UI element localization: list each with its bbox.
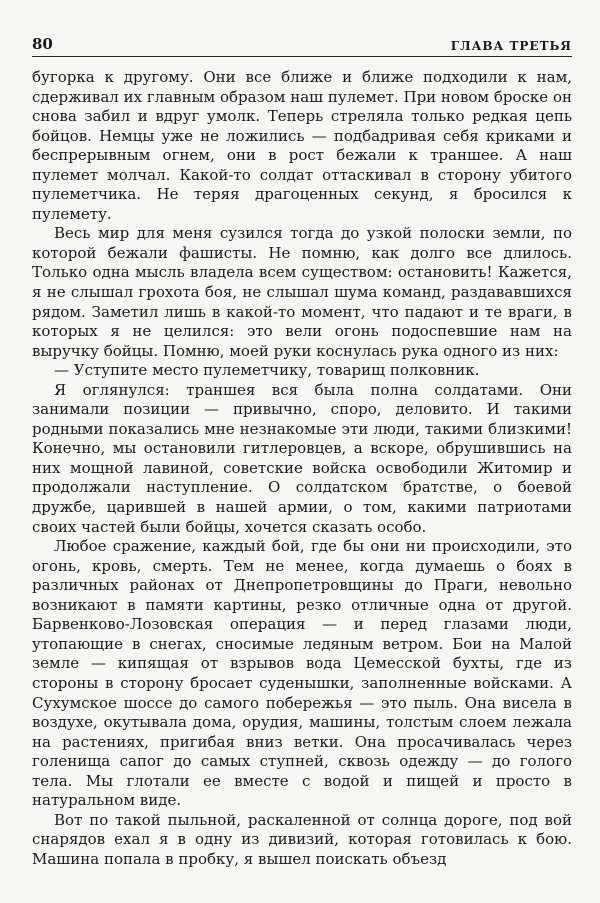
paragraph-3-dialogue: — Уступите место пулеметчику, товарищ полковник.: [54, 361, 480, 380]
paragraph-2: Весь мир для меня сузился тогда до узкой полоски земли, по которой бежали фашисты. Не помню, как долго все длилось. Только одна мысль владела всем существом: остановить! Кажется, я не слышал грохота боя, не слышал шума команд, раздававшихся рядом. Заметил лишь в какой-то момент, что падают и те враги, в которых я не целился: это вели огонь подоспевшие нам на выручку бойцы. Помню, моей руки коснулась рука одного из них:: [32, 224, 572, 360]
chapter-title: ГЛАВА ТРЕТЬЯ: [450, 39, 572, 53]
paragraph-6: Вот по такой пыльной, раскаленной от солнца дороге, под вой снарядов ехал я в одну из дивизий, которая готовилась к бою. Машина попала в пробку, я вышел поискать объезд: [32, 810, 572, 868]
page-number: 80: [32, 35, 53, 53]
running-header: [32, 34, 572, 57]
body-text: [32, 68, 572, 869]
paragraph-4: Я оглянулся: траншея вся была полна солдатами. Они занимали позиции — привычно, споро, деловито. И такими родными показались мне незнакомые эти люди, такими близкими! Конечно, мы остановили гитлеровцев, а вскоре, обрушившись на них мощной лавиной, советские войска освободили Житомир и продолжали наступление. О солдатском братстве, о боевой дружбе, царившей в нашей армии, о том, какими патриотами своих частей были бойцы, хочется сказать особо.: [32, 380, 572, 536]
paragraph-1: бугорка к другому. Они все ближе и ближе подходили к нам, сдерживал их главным образом наш пулемет. При новом броске он снова забил и вдруг умолк. Теперь стреляла только редкая цепь бойцов. Немцы уже не ложились — подбадривая себя криками и беспрерывным огнем, они в рост бежали к траншее. А наш пулемет молчал. Какой-то солдат оттаскивал в сторону убитого пулеметчика. Не теряя драгоценных секунд, я бросился к пулемету.: [32, 68, 572, 223]
paragraph-5: Любое сражение, каждый бой, где бы они ни происходили, это огонь, кровь, смерть. Тем не менее, когда думаешь о боях в различных районах от Днепропетровщины до Праги, невольно возникают в памяти картины, резко отличные одна от другой. Барвенково-Лозовская операция — и перед глазами люди, утопающие в снегах, сносимые ледяным ветром. Бои на Малой земле — кипящая от взрывов вода Цемесской бухты, где из стороны в сторону бросает суденышки, заполненные войсками. А Сухумское шоссе до самого побережья — это пыль. Она висела в воздухе, окутывала дома, орудия, машины, толстым слоем лежала на растениях, пригибая вниз ветки. Она просачивалась через голенища сапог до самых ступней, сквозь одежду — до голого тела. Мы глотали ее вместе с водой и пищей и просто в натуральном виде.: [32, 537, 572, 810]
